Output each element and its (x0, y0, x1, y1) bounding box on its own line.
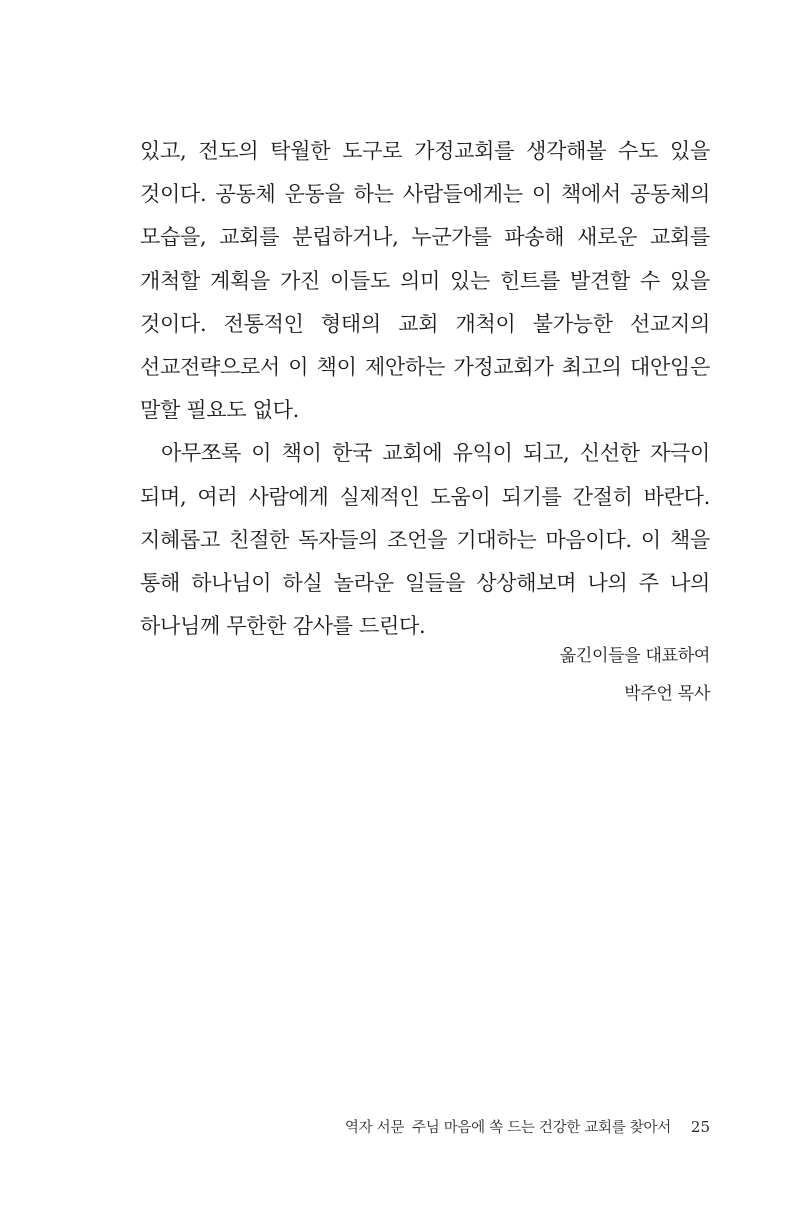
signature-block (560, 637, 710, 713)
paragraph-1: 있고, 전도의 탁월한 도구로 가정교회를 생각해볼 수도 있을 것이다. 공동체 운동을 하는 사람들에게는 이 책에서 공동체의 모습을, 교회를 분립하거나, 누군가를 파송해 새로운 교회를 개척할 계획을 가진 이들도 의미 있는 힌트를 발견할 수 있을 것이다. 전통적인 형태의 교회 개척이 불가능한 선교지의 선교전략으로서 이 책이 제안하는 가정교회가 최고의 대안임은 말할 필요도 없다. (140, 139, 710, 423)
body-text (140, 130, 710, 648)
footer-chapter: 역자 서문 (344, 1120, 405, 1136)
paragraph-2: 아무쪼록 이 책이 한국 교회에 유익이 되고, 신선한 자극이 되며, 여러 사람에게 실제적인 도움이 되기를 간절히 바란다. 지혜롭고 친절한 독자들의 조언을 기대하는 마음이다. 이 책을 통해 하나님이 하실 놀라운 일들을 상상해보며 나의 주 나의 하나님께 무한한 감사를 드린다. (140, 441, 710, 639)
footer-book-title: 주님 마음에 쏙 드는 건강한 교회를 찾아서 (412, 1120, 671, 1136)
signature-role: 옮긴이들을 대표하여 (559, 646, 710, 666)
running-footer (345, 1116, 710, 1137)
page-number: 25 (690, 1118, 710, 1136)
signature-name: 박주언 목사 (624, 684, 710, 704)
